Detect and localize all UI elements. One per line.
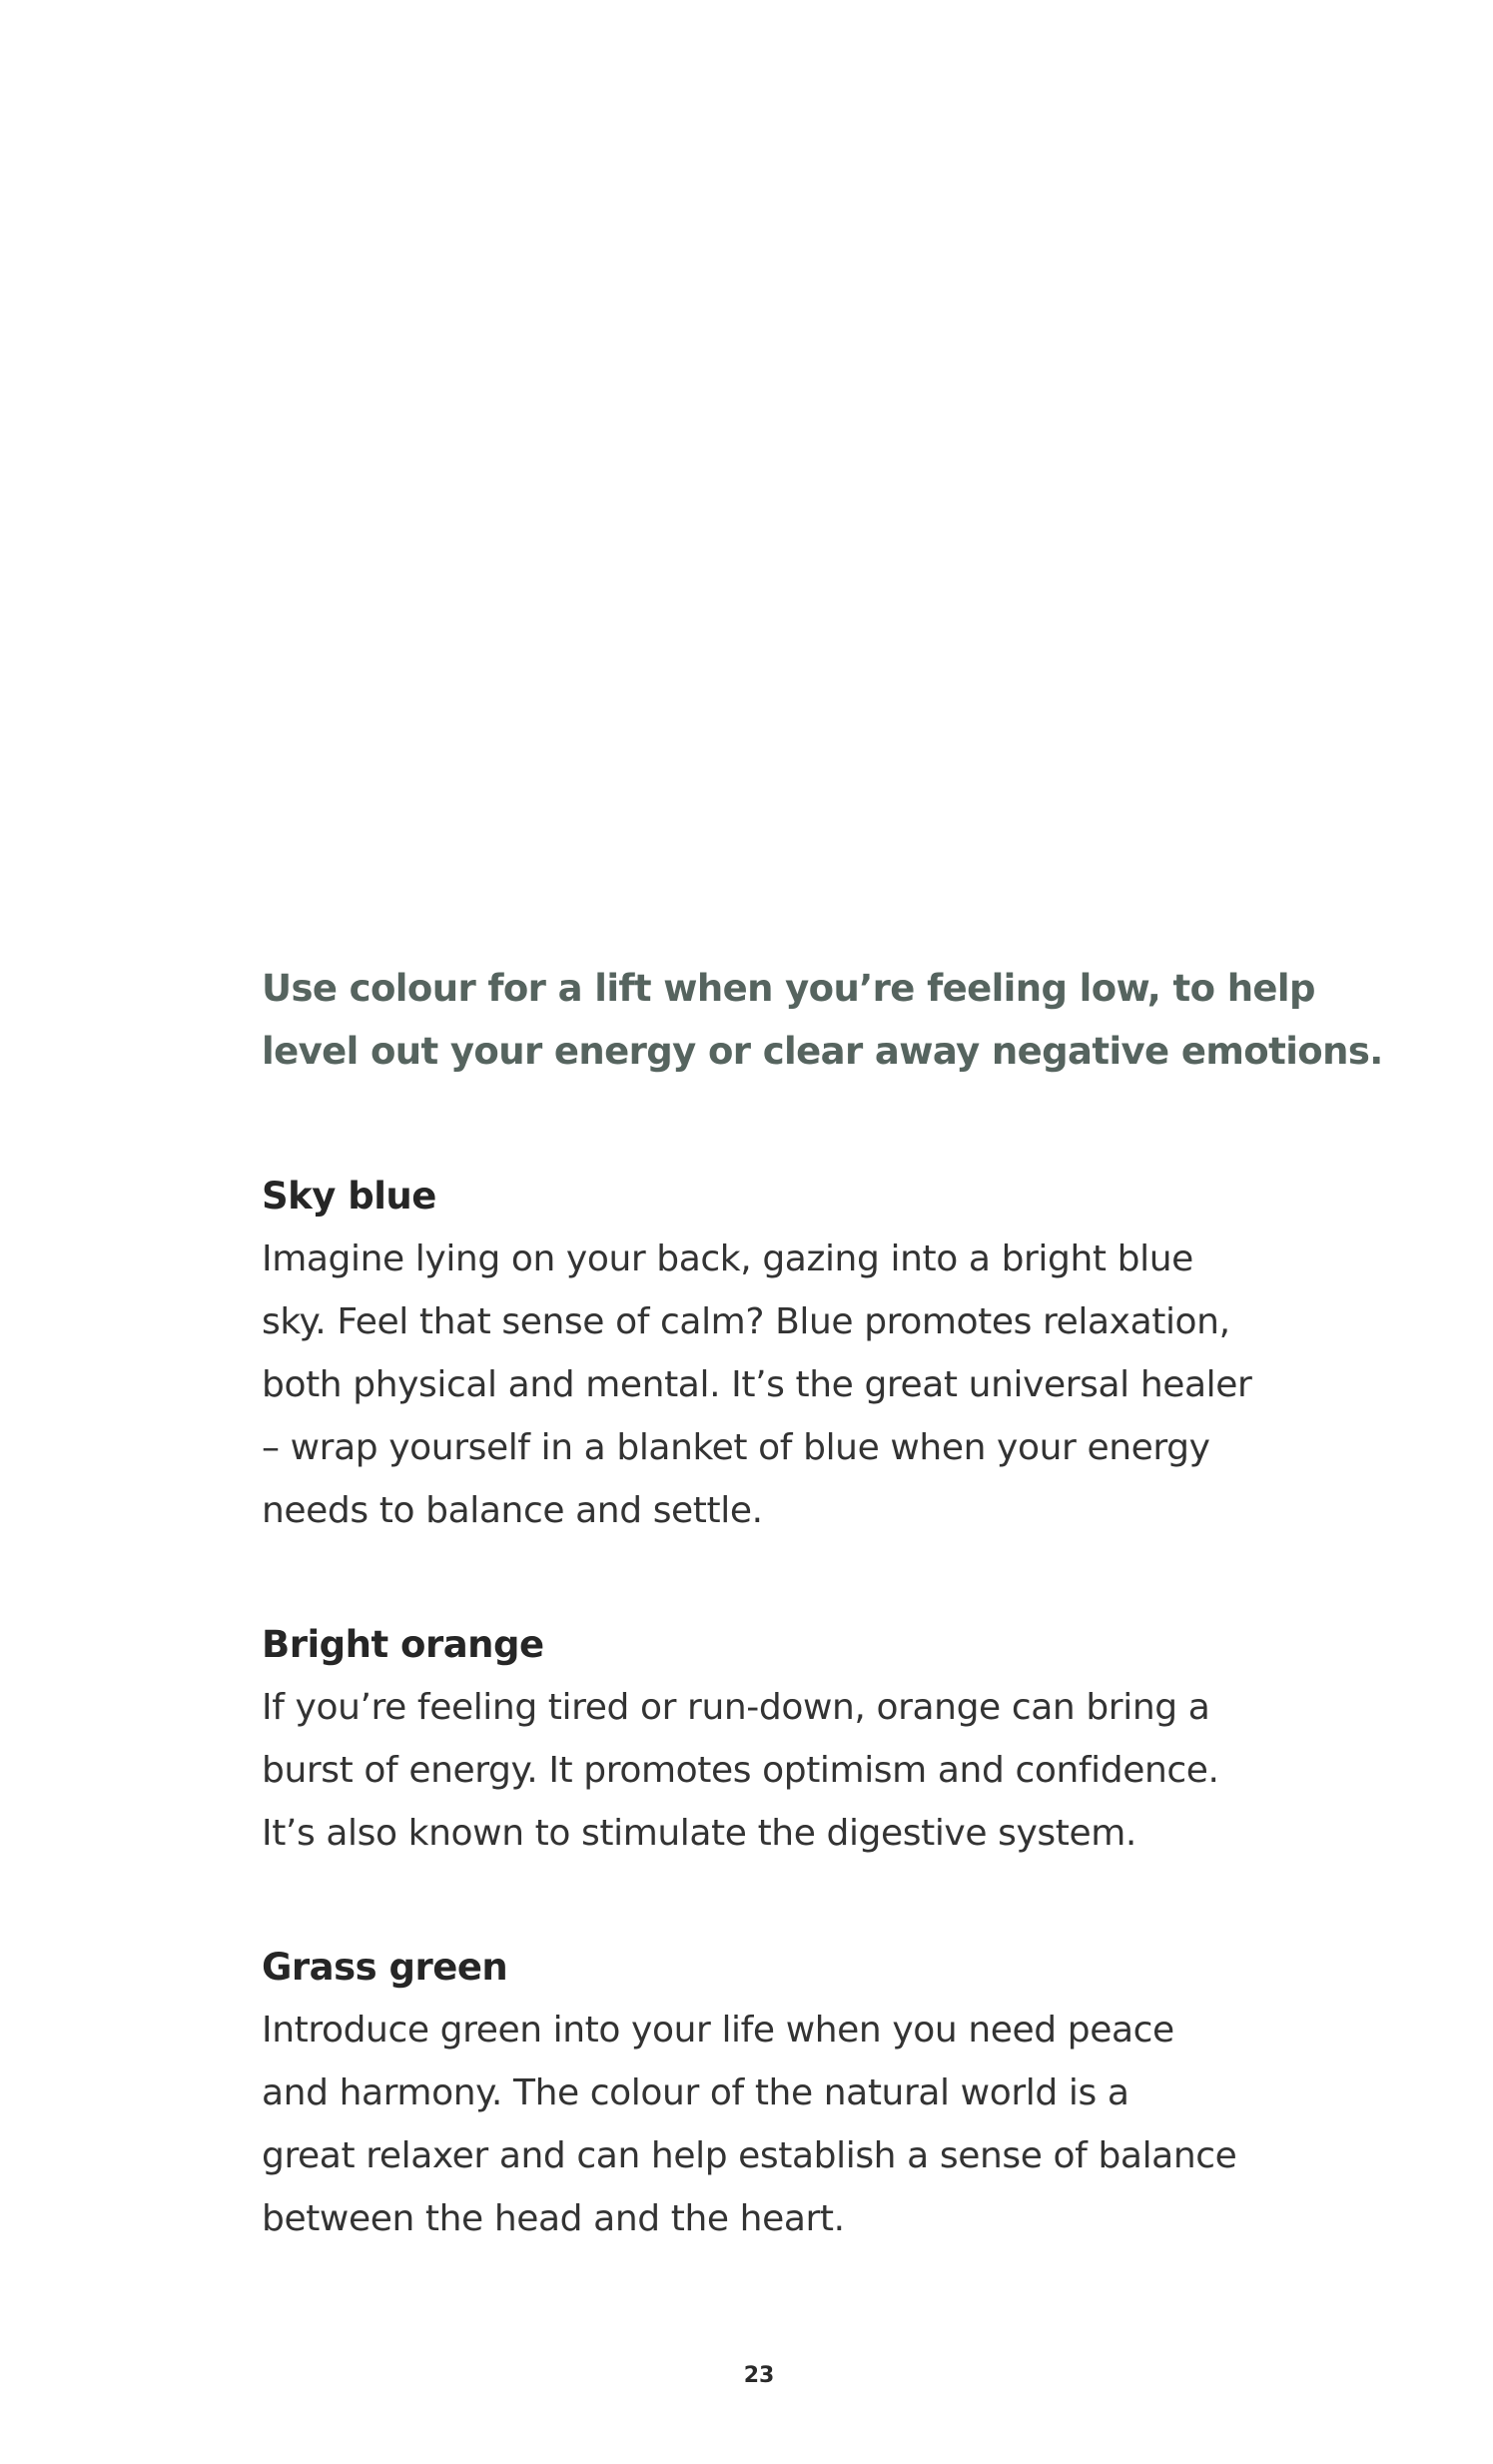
section-body-grass-green xyxy=(262,1999,1260,2250)
body-line: burst of energy. It promotes optimism and confidence. xyxy=(262,1750,1219,1791)
intro-line: Use colour for a lift when you’re feeling low, to help xyxy=(262,967,1315,1010)
section-body-sky-blue xyxy=(262,1228,1260,1542)
body-line: both physical and mental. It’s the great universal healer xyxy=(262,1364,1252,1405)
body-line: and harmony. The colour of the natural world is a xyxy=(262,2072,1129,2113)
body-line: great relaxer and can help establish a sense of balance xyxy=(262,2135,1237,2176)
body-line: – wrap yourself in a blanket of blue when your energy xyxy=(262,1427,1210,1468)
page-content xyxy=(262,957,1383,2321)
section-grass-green xyxy=(262,1936,1260,2250)
section-heading-grass-green: Grass green xyxy=(262,1946,508,1989)
intro-line: level out your energy or clear away negative emotions. xyxy=(262,1030,1383,1073)
section-sky-blue xyxy=(262,1165,1260,1542)
page-number: 23 xyxy=(743,2363,775,2388)
body-line: Introduce green into your life when you need peace xyxy=(262,2010,1174,2051)
body-line: between the head and the heart. xyxy=(262,2198,845,2239)
body-line: sky. Feel that sense of calm? Blue promotes relaxation, xyxy=(262,1301,1230,1342)
section-heading-bright-orange: Bright orange xyxy=(262,1623,544,1666)
body-line: It’s also known to stimulate the digestive system. xyxy=(262,1813,1136,1854)
intro-paragraph xyxy=(262,957,1383,1083)
body-line: Imagine lying on your back, gazing into a bright blue xyxy=(262,1238,1193,1279)
section-body-bright-orange xyxy=(262,1676,1260,1865)
body-line: needs to balance and settle. xyxy=(262,1490,763,1531)
section-heading-sky-blue: Sky blue xyxy=(262,1175,436,1218)
body-line: If you’re feeling tired or run-down, orange can bring a xyxy=(262,1687,1210,1728)
section-bright-orange xyxy=(262,1613,1260,1865)
